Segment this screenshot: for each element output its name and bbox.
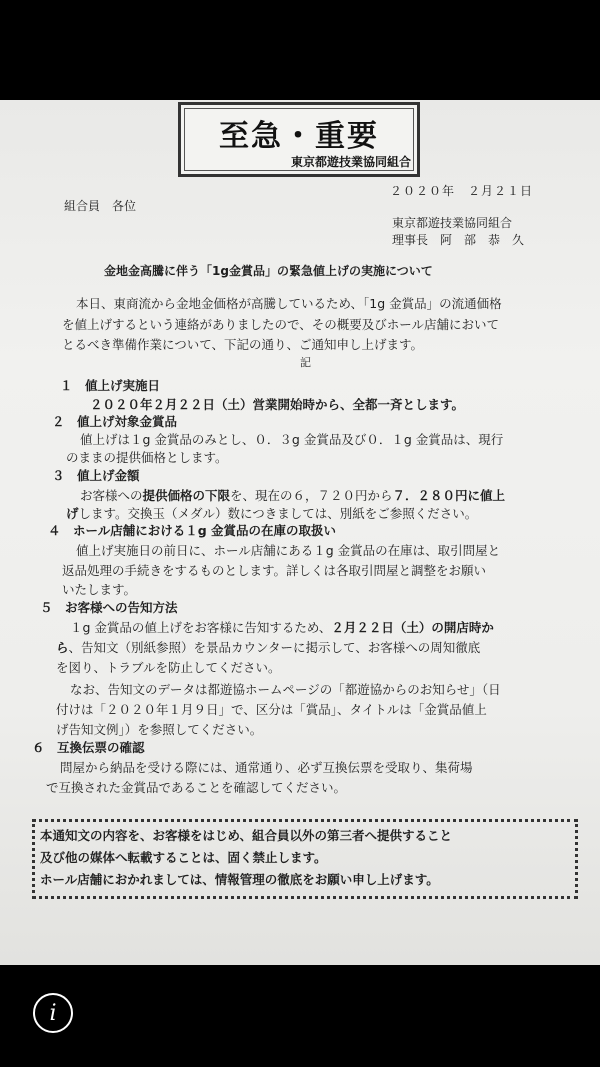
- sender-organization: 東京都遊技業協同組合: [392, 216, 513, 230]
- urgent-header-box: [178, 102, 420, 177]
- section-5-line-3: を図り、トラブルを防止してください。: [56, 660, 281, 675]
- section-1-line: ２０２０年２月２２日（土）営業開始時から、全都一斉とします。: [90, 397, 465, 412]
- document-date: ２０２０年 ２月２１日: [390, 184, 534, 198]
- section-5-line-6: げ告知文例」）を参照してください。: [56, 722, 263, 737]
- notice-line-2: 及び他の媒体へ転載することは、固く禁止します。: [40, 850, 327, 865]
- intro-line-3: とるべき準備作業について、下記の通り、ご通知申し上げます。: [62, 337, 424, 352]
- ki-label: 記: [300, 356, 311, 369]
- section-5-heading: ５ お客様への告知方法: [40, 600, 178, 615]
- section-5-line-5: 付けは「２０２０年１月９日」で、区分は「賞品」、タイトルは「金賞品値上: [56, 702, 487, 717]
- section-4-line-2: 返品処理の手続きをするものとします。詳しくは各取引問屋と調整をお願い: [62, 563, 487, 578]
- section-5-line-1: １g 金賞品の値上げをお客様に告知するため、２月２２日（土）の開店時か: [70, 620, 494, 635]
- section-6-heading: ６ 互換伝票の確認: [32, 740, 145, 755]
- section-4-line-1: 値上げ実施日の前日に、ホール店舗にある１g 金賞品の在庫は、取引問屋と: [76, 543, 501, 558]
- section-2-line-2: のままの提供価格とします。: [66, 450, 228, 465]
- section-4-line-3: いたします。: [62, 582, 137, 597]
- header-organization: 東京都遊技業協同組合: [290, 155, 411, 169]
- section-5-line-2: ら、告知文（別紙参照）を景品カウンターに掲示して、お客様への周知徹底: [56, 640, 481, 655]
- section-3-line-1: お客様への提供価格の下限を、現在の６，７２０円から７．２８０円に値上: [80, 488, 506, 503]
- bottom-bar: [0, 965, 600, 1067]
- section-2-heading: ２ 値上げ対象金賞品: [52, 414, 178, 429]
- section-2-line-1: 値上げは１g 金賞品のみとし、０．３g 金賞品及び０．１g 金賞品は、現行: [80, 432, 504, 447]
- top-bar: [0, 0, 600, 100]
- sender-name: 理事長 阿 部 恭 久: [392, 233, 525, 247]
- notice-line-3: ホール店舗におかれましては、情報管理の徹底をお願い申し上げます。: [40, 872, 439, 887]
- intro-line-1: 本日、東商流から金地金価格が高騰しているため、「1g 金賞品」の流通価格: [76, 296, 502, 311]
- section-5-line-4: なお、告知文のデータは都遊協ホームページの「都遊協からのお知らせ」（日: [70, 682, 501, 697]
- document-photo: [0, 100, 600, 965]
- intro-line-2: を値上げするという連絡がありましたので、その概要及びホール店舗において: [62, 317, 500, 332]
- info-icon[interactable]: i: [33, 993, 73, 1033]
- section-3-heading: ３ 値上げ金額: [52, 468, 140, 483]
- section-4-heading: ４ ホール店舗における１g 金賞品の在庫の取扱い: [48, 523, 337, 538]
- notice-line-1: 本通知文の内容を、お客様をはじめ、組合員以外の第三者へ提供すること: [40, 828, 453, 843]
- subject-line: 金地金高騰に伴う「1g金賞品」の緊急値上げの実施について: [104, 264, 433, 278]
- section-6-line-2: で互換された金賞品であることを確認してください。: [46, 780, 347, 795]
- document-page: [0, 100, 600, 965]
- addressee: 組合員 各位: [64, 199, 137, 213]
- header-title: 至急・重要: [219, 119, 379, 154]
- section-1-heading: １ 値上げ実施日: [60, 378, 161, 393]
- section-6-line-1: 問屋から納品を受ける際には、通常通り、必ず互換伝票を受取り、集荷場: [60, 760, 473, 775]
- section-3-line-2: げします。交換玉（メダル）数につきましては、別紙をご参照ください。: [66, 506, 478, 521]
